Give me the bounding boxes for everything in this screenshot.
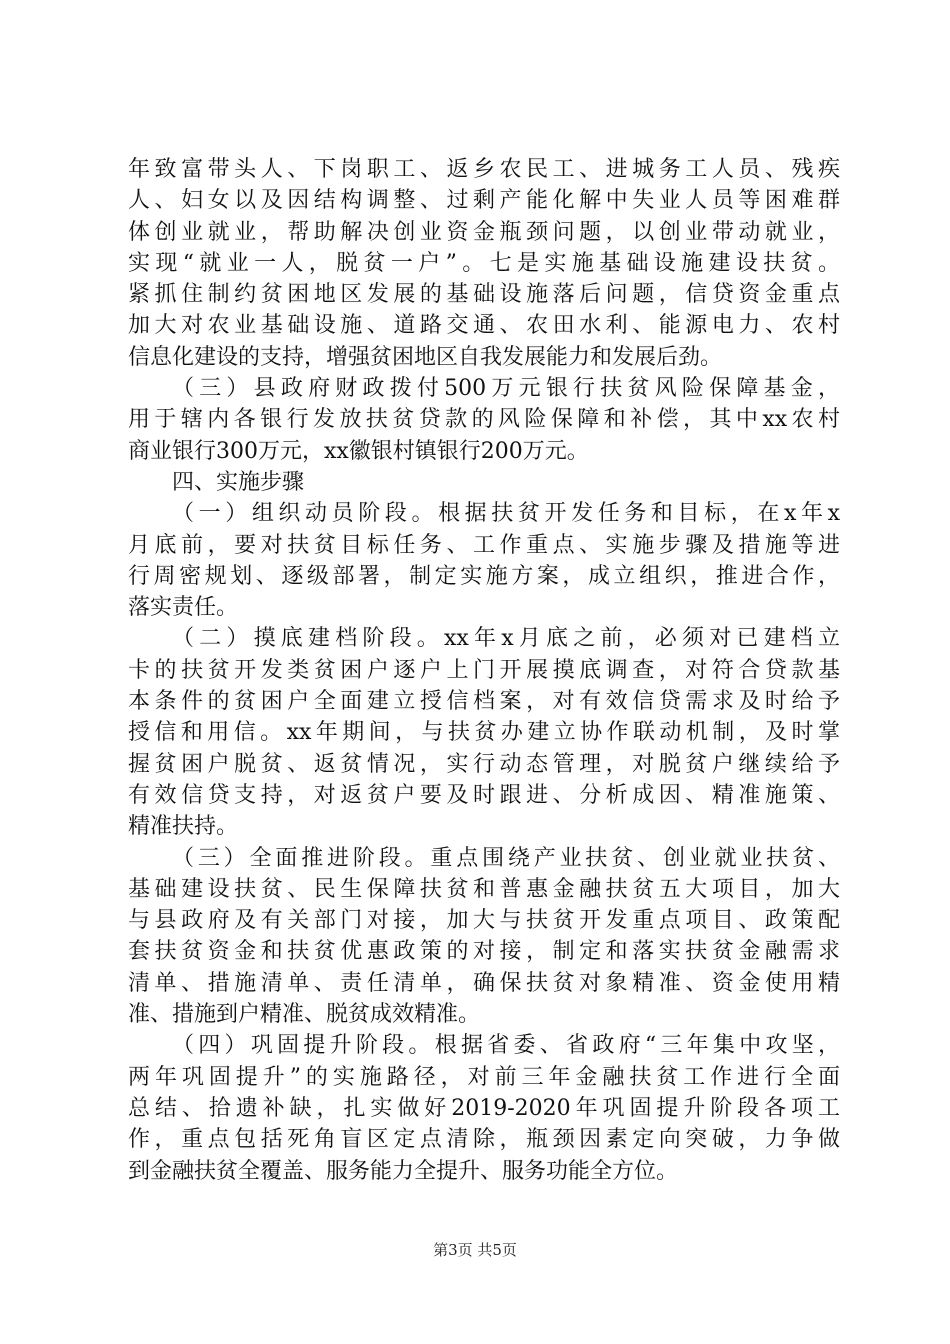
- text-line: 有效信贷支持，对返贫户要及时跟进、分析成因、精准施策、: [128, 782, 840, 808]
- text-line: 作，重点包括死角盲区定点清除，瓶颈因素定向突破，力争做: [128, 1127, 840, 1153]
- text-line: 基础建设扶贫、民生保障扶贫和普惠金融扶贫五大项目，加大: [128, 876, 840, 902]
- text-line: 卡的扶贫开发类贫困户逐户上门开展摸底调查，对符合贷款基: [128, 657, 840, 683]
- text-line: 授信和用信。xx年期间，与扶贫办建立协作联动机制，及时掌: [128, 720, 840, 746]
- paragraph-start-line: （一）组织动员阶段。根据扶贫开发任务和目标，在x年x: [172, 501, 840, 527]
- text-line: 到金融扶贫全覆盖、服务能力全提升、服务功能全方位。: [128, 1158, 679, 1184]
- text-line: 人、妇女以及因结构调整、过剩产能化解中失业人员等困难群: [128, 188, 840, 214]
- text-line: 信息化建设的支持，增强贫困地区自我发展能力和发展后劲。: [128, 344, 723, 370]
- paragraph-start-line: （四）巩固提升阶段。根据省委、省政府“三年集中攻坚，: [172, 1033, 840, 1059]
- text-line: 套扶贫资金和扶贫优惠政策的对接，制定和落实扶贫金融需求: [128, 939, 840, 965]
- text-line: 清单、措施清单、责任清单，确保扶贫对象精准、资金使用精: [128, 970, 840, 996]
- text-line: 握贫困户脱贫、返贫情况，实行动态管理，对脱贫户继续给予: [128, 751, 840, 777]
- paragraph-start-line: （三）全面推进阶段。重点围绕产业扶贫、创业就业扶贫、: [172, 845, 840, 871]
- section-heading: 四、实施步骤: [172, 469, 305, 495]
- text-line: 与县政府及有关部门对接，加大与扶贫开发重点项目、政策配: [128, 908, 840, 934]
- text-line: 实现“就业一人，脱贫一户”。七是实施基础设施建设扶贫。: [128, 250, 840, 276]
- text-line: 本条件的贫困户全面建立授信档案，对有效信贷需求及时给予: [128, 689, 840, 715]
- text-line: 体创业就业，帮助解决创业资金瓶颈问题，以创业带动就业，: [128, 219, 840, 245]
- text-line: 紧抓住制约贫困地区发展的基础设施落后问题，信贷资金重点: [128, 282, 840, 308]
- text-line: 落实责任。: [128, 595, 239, 621]
- page-number-footer: 第3页 共5页: [433, 1241, 517, 1259]
- paragraph-start-line: （三）县政府财政拨付500万元银行扶贫风险保障基金，: [172, 376, 840, 402]
- text-line: 加大对农业基础设施、道路交通、农田水利、能源电力、农村: [128, 313, 840, 339]
- text-line: 月底前，要对扶贫目标任务、工作重点、实施步骤及措施等进: [128, 532, 840, 558]
- text-line: 行周密规划、逐级部署，制定实施方案，成立组织，推进合作，: [128, 563, 840, 589]
- text-line: 年致富带头人、下岗职工、返乡农民工、进城务工人员、残疾: [128, 157, 840, 182]
- text-line: 两年巩固提升”的实施路径，对前三年金融扶贫工作进行全面: [128, 1064, 840, 1090]
- text-line: 用于辖内各银行发放扶贫贷款的风险保障和补偿，其中xx农村: [128, 407, 840, 433]
- text-line: 总结、拾遗补缺，扎实做好2019-2020年巩固提升阶段各项工: [128, 1095, 840, 1121]
- text-line: 精准扶持。: [128, 814, 239, 840]
- text-line: 准、措施到户精准、脱贫成效精准。: [128, 1002, 481, 1028]
- text-line: 商业银行300万元，xx徽银村镇银行200万元。: [128, 438, 589, 464]
- paragraph-start-line: （二）摸底建档阶段。xx年x月底之前，必须对已建档立: [172, 626, 840, 652]
- document-body: [128, 154, 840, 1187]
